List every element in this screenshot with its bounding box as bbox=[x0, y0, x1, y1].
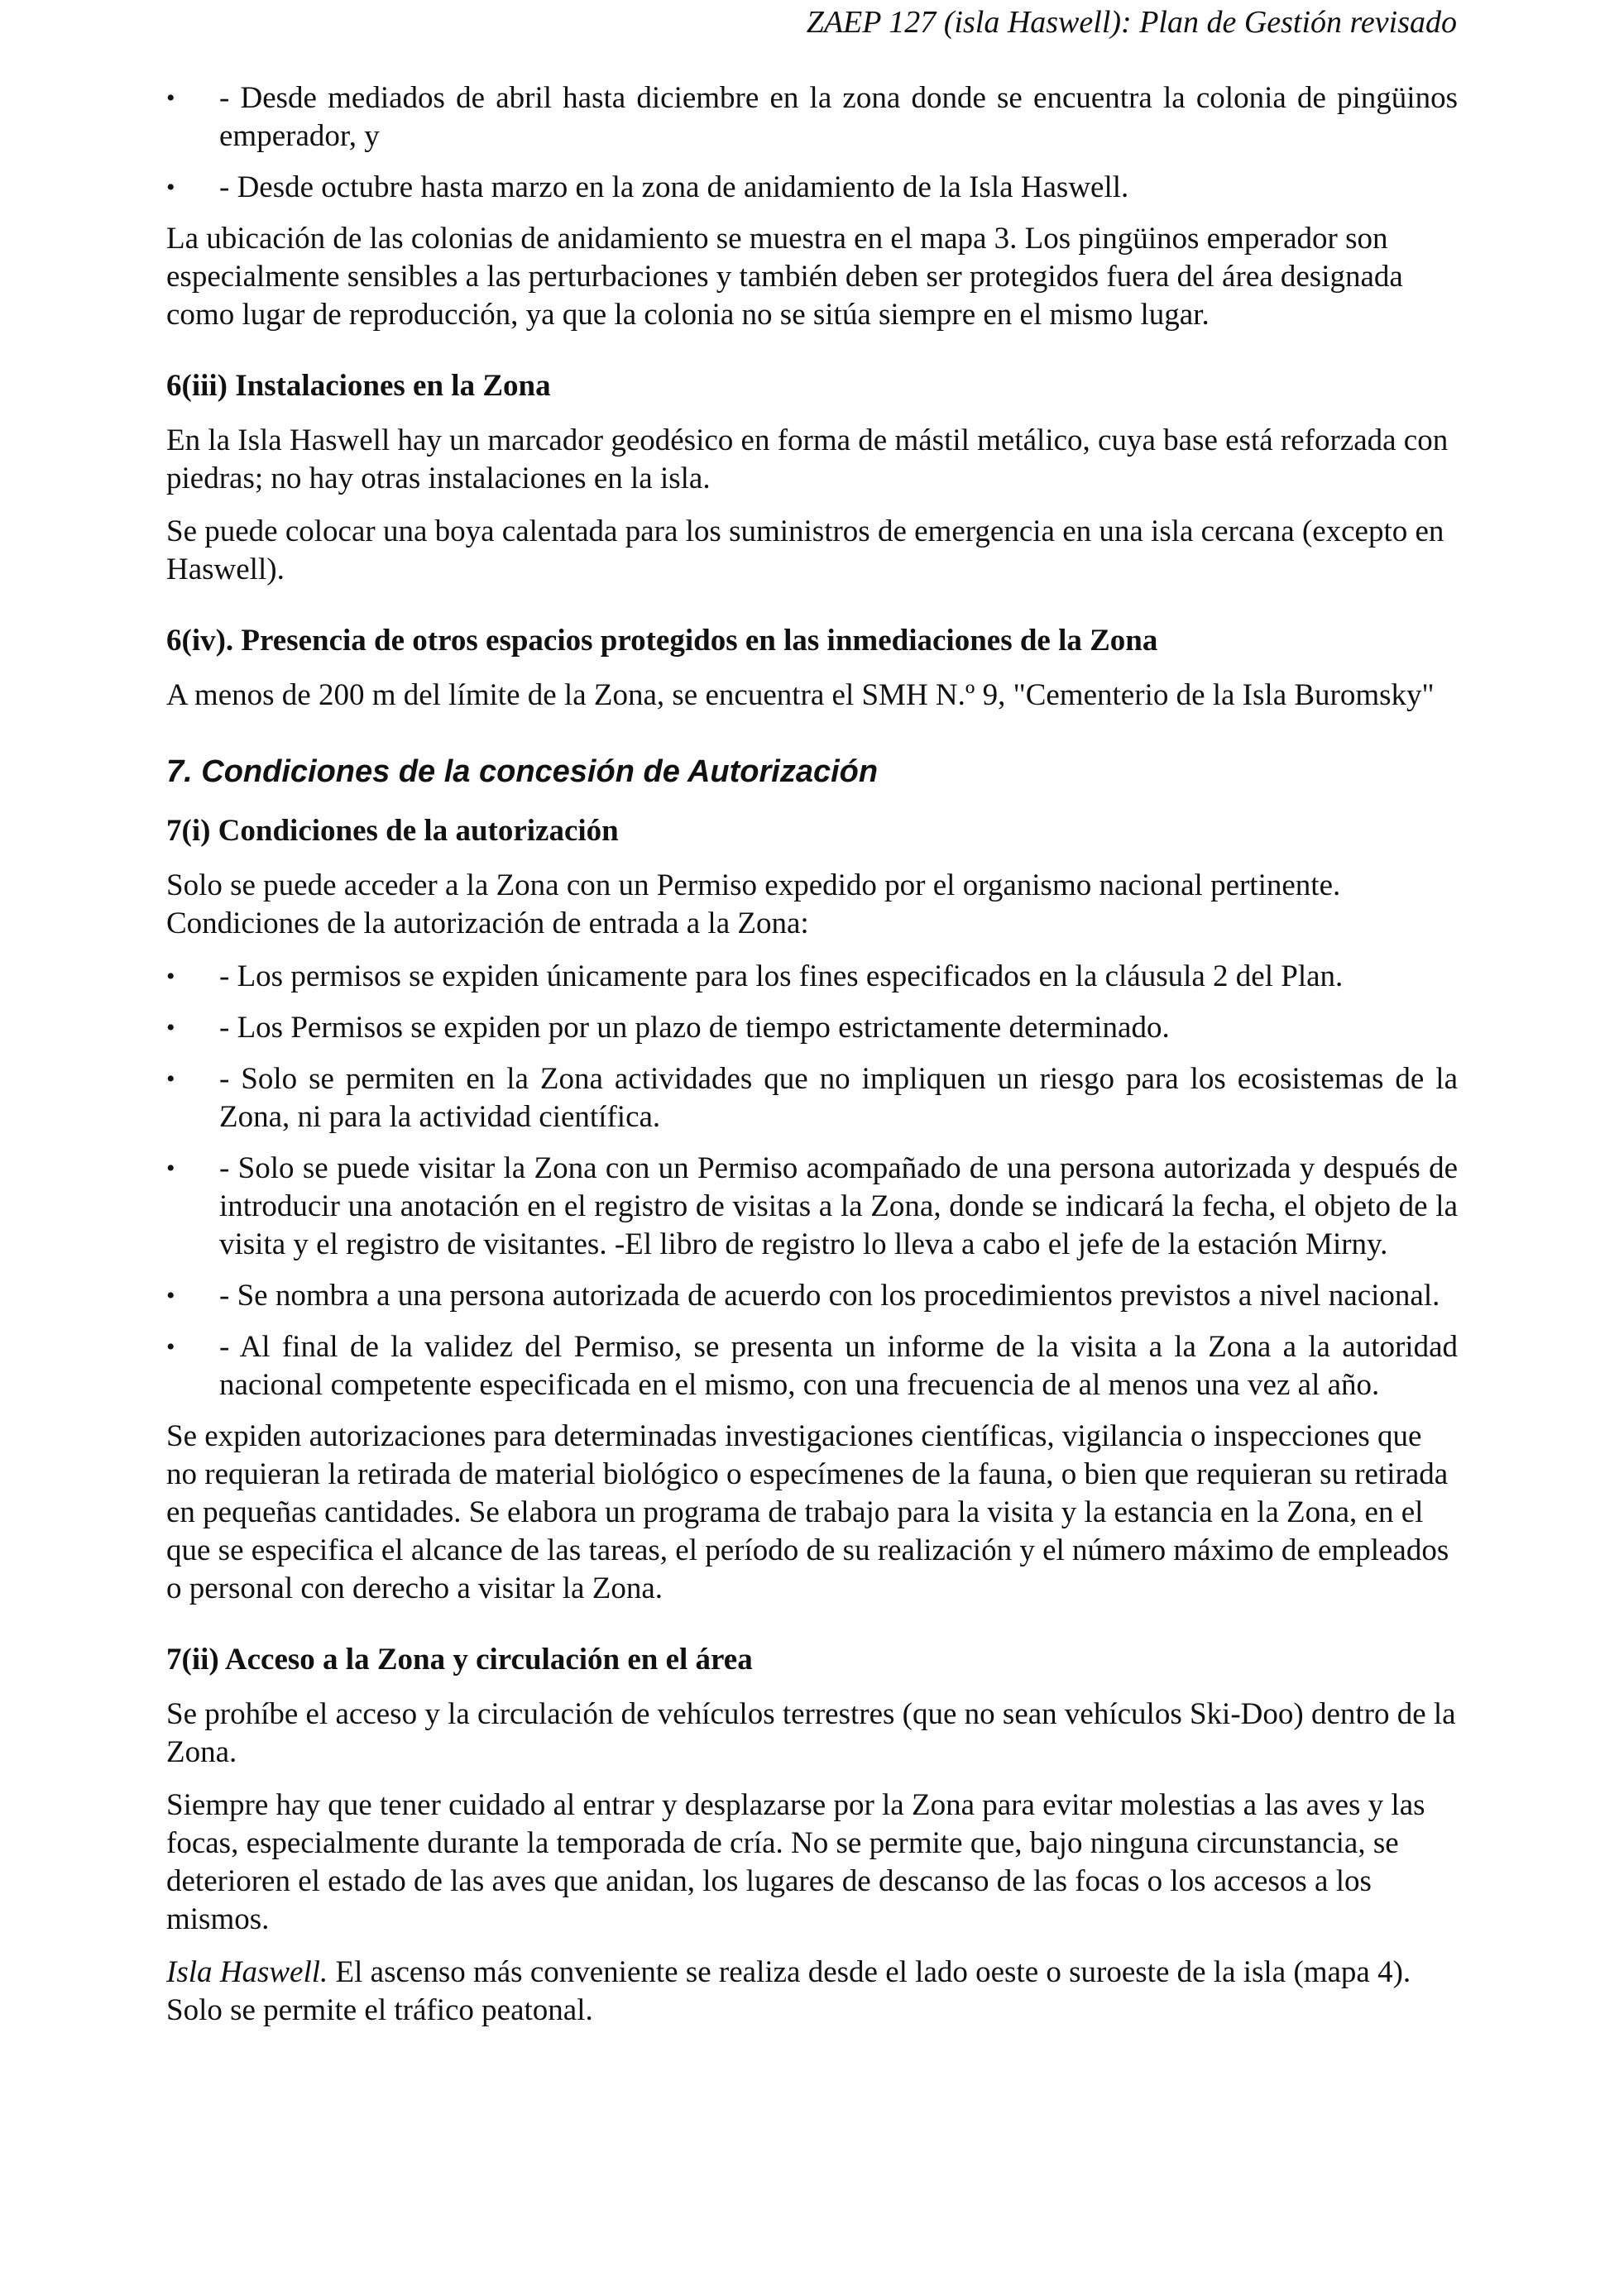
bullet-icon: • bbox=[166, 84, 175, 112]
paragraph-6iv: A menos de 200 m del límite de la Zona, se encuentra el SMH N.º 9, "Cementerio de la Isla Buromsky" bbox=[166, 678, 1435, 712]
paragraph-colonias: La ubicación de las colonias de anidamiento se muestra en el mapa 3. Los pingüinos emperador son especialmente sensibles a las perturbaciones y también deben ser protegidos fuera del área designada como lugar de reproducción, ya que la colonia no se sitúa siempre en el mismo lugar. bbox=[166, 222, 1403, 332]
heading-section-7: 7. Condiciones de la concesión de Autorización bbox=[166, 754, 879, 789]
list-item: • - Desde mediados de abril hasta diciembre en la zona donde se encuentra la colonia de pingüinos emperador, y bbox=[166, 81, 1458, 153]
heading-7ii: 7(ii) Acceso a la Zona y circulación en el área bbox=[166, 1643, 753, 1677]
running-header: ZAEP 127 (isla Haswell): Plan de Gestión revisado bbox=[806, 5, 1457, 40]
bullet-icon: • bbox=[166, 1282, 175, 1309]
paragraph-7i-end: Se expiden autorizaciones para determinadas investigaciones científicas, vigilancia o inspecciones que no requieran la retirada de material biológico o especímenes de la fauna, o bien que requieran su retirada en pequeñas cantidades. Se elabora un programa de trabajo para la visita y la estancia en la Zona, en el que se especifica el alcance de las tareas, el período de su realización y el número máximo de empleados o personal con derecho a visitar la Zona. bbox=[166, 1419, 1449, 1605]
paragraph-6iii-2: Se puede colocar una boya calentada para los suministros de emergencia en una isla cercana (excepto en Haswell). bbox=[166, 514, 1444, 586]
heading-6iv: 6(iv). Presencia de otros espacios protegidos en las inmediaciones de la Zona bbox=[166, 624, 1158, 658]
paragraph-7i: Solo se puede acceder a la Zona con un Permiso expedido por el organismo nacional pertinente. Condiciones de la autorización de entrada a la Zona: bbox=[166, 868, 1341, 940]
list-item: • - Solo se permiten en la Zona actividades que no impliquen un riesgo para los ecosistemas de la Zona, ni para la actividad científica. bbox=[166, 1062, 1458, 1134]
bullet-icon: • bbox=[166, 1065, 175, 1093]
bullet-icon: • bbox=[166, 1014, 175, 1041]
heading-7i: 7(i) Condiciones de la autorización bbox=[166, 814, 619, 848]
bullet-icon: • bbox=[166, 1155, 175, 1182]
italic-lead: Isla Haswell. bbox=[166, 1955, 328, 1989]
list-item: • - Los Permisos se expiden por un plazo de tiempo estrictamente determinado. bbox=[166, 1009, 1458, 1047]
page-content bbox=[166, 79, 1458, 2045]
paragraph-7ii-3: Isla Haswell. El ascenso más conveniente se realiza desde el lado oeste o suroeste de la isla (mapa 4). Solo se permite el tráfico peatonal. bbox=[166, 1955, 1411, 2027]
bullet-icon: • bbox=[166, 963, 175, 990]
list-item: • - Solo se puede visitar la Zona con un Permiso acompañado de una persona autorizada y después de introducir una anotación en el registro de visitas a la Zona, donde se indicará la fecha, el objeto de la visita y el registro de visitantes. -El libro de registro lo lleva a cabo el jefe de la estación Mirny. bbox=[166, 1151, 1458, 1261]
bullet-icon: • bbox=[166, 1333, 175, 1361]
paragraph-7ii-1: Se prohíbe el acceso y la circulación de vehículos terrestres (que no sean vehículos Ski-Doo) dentro de la Zona. bbox=[166, 1697, 1456, 1769]
bullet-list-periods bbox=[166, 79, 1458, 207]
heading-6iii: 6(iii) Instalaciones en la Zona bbox=[166, 369, 551, 403]
list-item: • - Se nombra a una persona autorizada de acuerdo con los procedimientos previstos a nivel nacional. bbox=[166, 1277, 1458, 1315]
bullet-list-conditions bbox=[166, 958, 1458, 1404]
list-item: • - Al final de la validez del Permiso, se presenta un informe de la visita a la Zona a la autoridad nacional competente especificada en el mismo, con una frecuencia de al menos una vez al año. bbox=[166, 1330, 1458, 1402]
list-item: • - Los permisos se expiden únicamente para los fines especificados en la cláusula 2 del Plan. bbox=[166, 958, 1458, 996]
paragraph-6iii-1: En la Isla Haswell hay un marcador geodésico en forma de mástil metálico, cuya base está reforzada con piedras; no hay otras instalaciones en la isla. bbox=[166, 423, 1449, 495]
bullet-icon: • bbox=[166, 174, 175, 201]
list-item: • - Desde octubre hasta marzo en la zona de anidamiento de la Isla Haswell. bbox=[166, 169, 1458, 207]
paragraph-7ii-2: Siempre hay que tener cuidado al entrar y desplazarse por la Zona para evitar molestias a las aves y las focas, especialmente durante la temporada de cría. No se permite que, bajo ninguna circunstancia, se deterioren el estado de las aves que anidan, los lugares de descanso de las focas o los accesos a los mismos. bbox=[166, 1788, 1425, 1936]
